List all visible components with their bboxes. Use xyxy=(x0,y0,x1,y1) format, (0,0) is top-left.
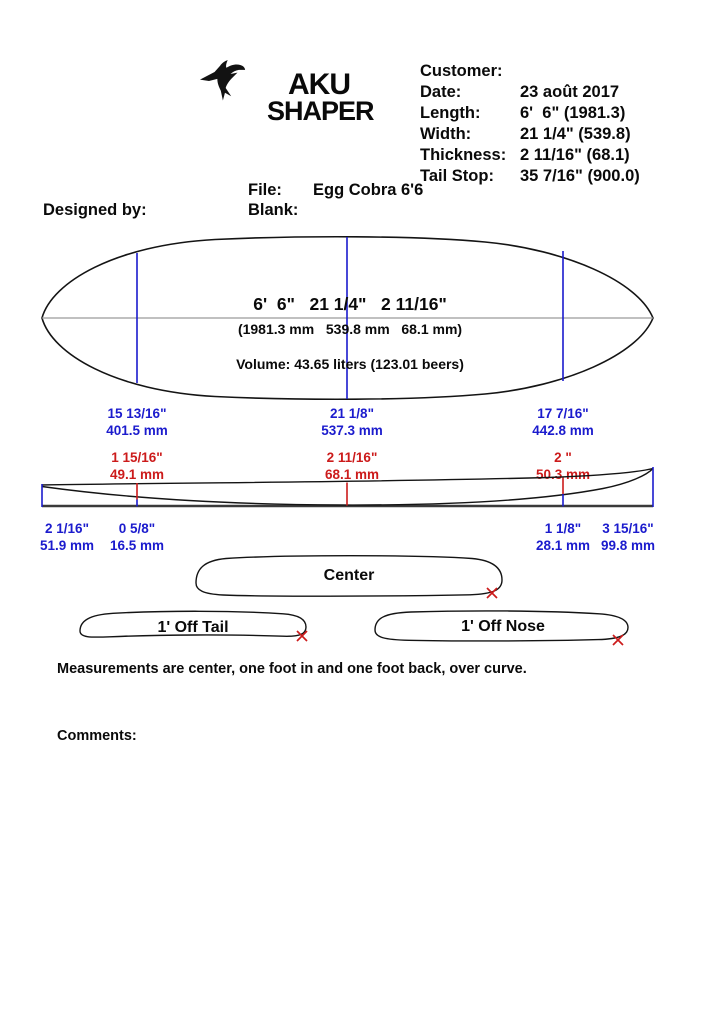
off-tail-rail-x-marker xyxy=(297,631,307,641)
width-inches: 15 13/16" xyxy=(107,406,167,421)
rocker-inches: 3 15/16" xyxy=(602,521,654,536)
board-outline-drawing xyxy=(30,228,670,408)
rocker-mm: 99.8 mm xyxy=(600,538,656,553)
rocker-measure-tail-foot xyxy=(92,520,182,554)
width-measure-tail xyxy=(52,405,222,439)
file-value: Egg Cobra 6'6 xyxy=(313,181,424,199)
board-dims-mm-text: (1981.3 mm 539.8 mm 68.1 mm) xyxy=(237,321,463,337)
field-customer xyxy=(420,62,710,83)
rocker-measure-nose xyxy=(583,520,673,554)
field-label: Date: xyxy=(420,83,462,101)
field-width xyxy=(420,125,710,146)
file-label: File: xyxy=(248,181,282,199)
center-section-label: Center xyxy=(323,567,375,584)
width-mm: 401.5 mm xyxy=(106,423,168,438)
field-value: 6' 6" (1981.3) xyxy=(520,104,626,122)
off-nose-section-label: 1' Off Nose xyxy=(461,618,545,635)
board-volume-text: Volume: 43.65 liters (123.01 beers) xyxy=(236,356,464,372)
brand-line-1: AKU xyxy=(288,68,350,101)
field-label: Length: xyxy=(420,104,481,122)
rocker-mm: 16.5 mm xyxy=(109,538,165,553)
rocker-inches: 2 1/16" xyxy=(45,521,89,536)
comments-label: Comments: xyxy=(57,728,137,744)
field-thickness xyxy=(420,146,710,167)
width-mm: 537.3 mm xyxy=(321,423,383,438)
field-tail-stop xyxy=(420,167,710,188)
width-inches: 17 7/16" xyxy=(537,406,589,421)
thickness-inches: 1 15/16" xyxy=(111,450,163,465)
width-measure-nose xyxy=(478,405,648,439)
field-date xyxy=(420,83,710,104)
field-label: Tail Stop: xyxy=(420,167,494,185)
rocker-inches: 1 1/8" xyxy=(544,521,582,536)
field-length xyxy=(420,104,710,125)
width-measure-center xyxy=(267,405,437,439)
field-label: Width: xyxy=(420,125,472,143)
designed-by-label: Designed by: xyxy=(43,201,147,219)
field-value: 35 7/16" (900.0) xyxy=(520,167,640,185)
measurement-note: Measurements are center, one foot in and one foot back, over curve. xyxy=(57,661,527,677)
field-label: Customer: xyxy=(420,62,503,80)
width-mm: 442.8 mm xyxy=(532,423,594,438)
blank-label: Blank: xyxy=(248,201,299,219)
width-inches: 21 1/8" xyxy=(330,406,374,421)
field-value: 2 11/16" (68.1) xyxy=(520,146,630,164)
field-value: 23 août 2017 xyxy=(520,83,620,101)
thickness-mm: 49.1 mm xyxy=(109,467,165,482)
thickness-inches: 2 " xyxy=(554,450,572,465)
board-dims-text: 6' 6" 21 1/4" 2 11/16" xyxy=(253,294,447,314)
brand-wordmark xyxy=(267,70,374,125)
field-label: Thickness: xyxy=(420,146,507,164)
brand-line-2: SHAPER xyxy=(267,96,374,126)
frigate-bird-icon xyxy=(198,56,270,106)
field-value: 21 1/4" (539.8) xyxy=(520,125,631,143)
thickness-mm: 50.3 mm xyxy=(535,467,591,482)
thickness-mm: 68.1 mm xyxy=(324,467,380,482)
thickness-inches: 2 11/16" xyxy=(326,450,378,465)
rocker-profile-drawing xyxy=(30,458,670,516)
rocker-inches: 0 5/8" xyxy=(118,521,156,536)
rocker-mm: 28.1 mm xyxy=(535,538,591,553)
rocker-mm: 51.9 mm xyxy=(39,538,95,553)
off-tail-section-label: 1' Off Tail xyxy=(157,619,229,636)
